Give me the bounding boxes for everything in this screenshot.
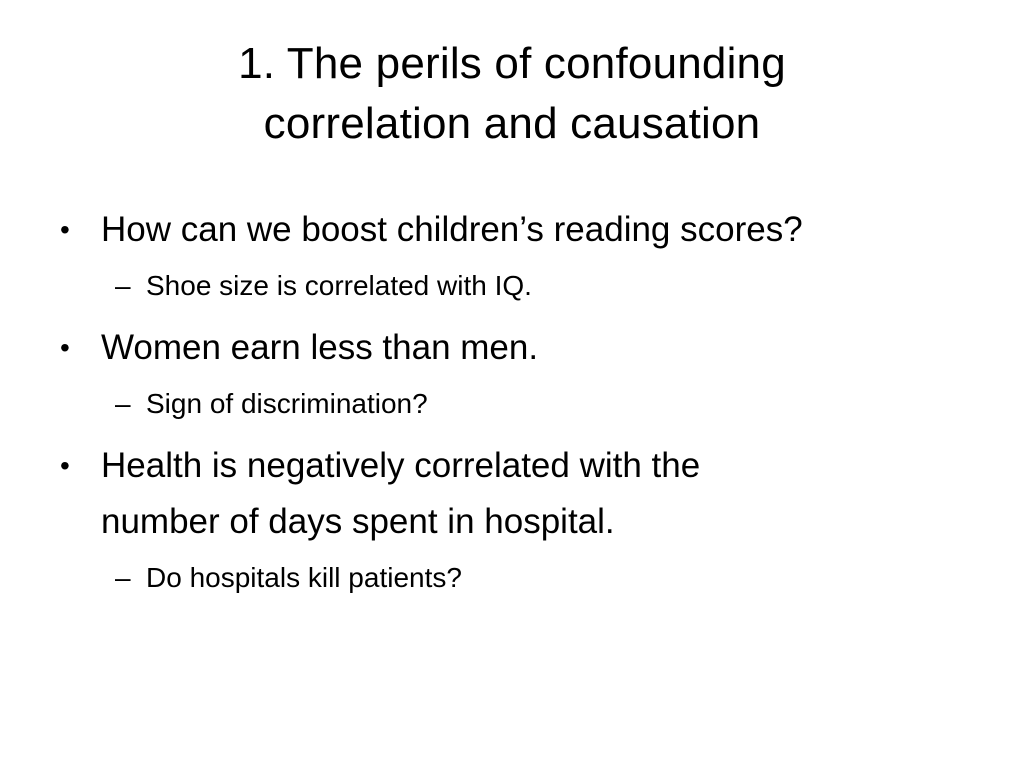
bullet-text-line: How can we boost children’s reading scores? — [101, 210, 803, 249]
sub-bullet-marker: – — [115, 562, 131, 593]
sub-bullet-text: Sign of discrimination? — [146, 388, 428, 419]
bullet-text — [101, 320, 990, 376]
bullet-text — [101, 202, 990, 258]
bullet-item — [60, 202, 990, 258]
bullet-text — [101, 438, 990, 550]
bullet-marker: • — [60, 332, 70, 363]
bullet-item — [60, 320, 990, 376]
sub-bullet-marker: – — [115, 388, 131, 419]
sub-bullet-text: Shoe size is correlated with IQ. — [146, 270, 532, 301]
sub-bullet-item — [60, 262, 990, 310]
sub-bullet-marker: – — [115, 270, 131, 301]
bullet-list — [60, 202, 990, 612]
sub-bullet-item — [60, 380, 990, 428]
bullet-text-line: Women earn less than men. — [101, 328, 539, 367]
slide-title — [60, 34, 964, 154]
bullet-marker: • — [60, 214, 70, 245]
bullet-text-line: Health is negatively correlated with the — [101, 446, 701, 485]
sub-bullet-item — [60, 554, 990, 602]
bullet-marker: • — [60, 450, 70, 481]
sub-bullet-text: Do hospitals kill patients? — [146, 562, 462, 593]
bullet-item — [60, 438, 990, 550]
title-line: correlation and causation — [263, 99, 761, 148]
title-line: 1. The perils of confounding — [238, 39, 786, 88]
bullet-text-line: number of days spent in hospital. — [101, 502, 615, 541]
